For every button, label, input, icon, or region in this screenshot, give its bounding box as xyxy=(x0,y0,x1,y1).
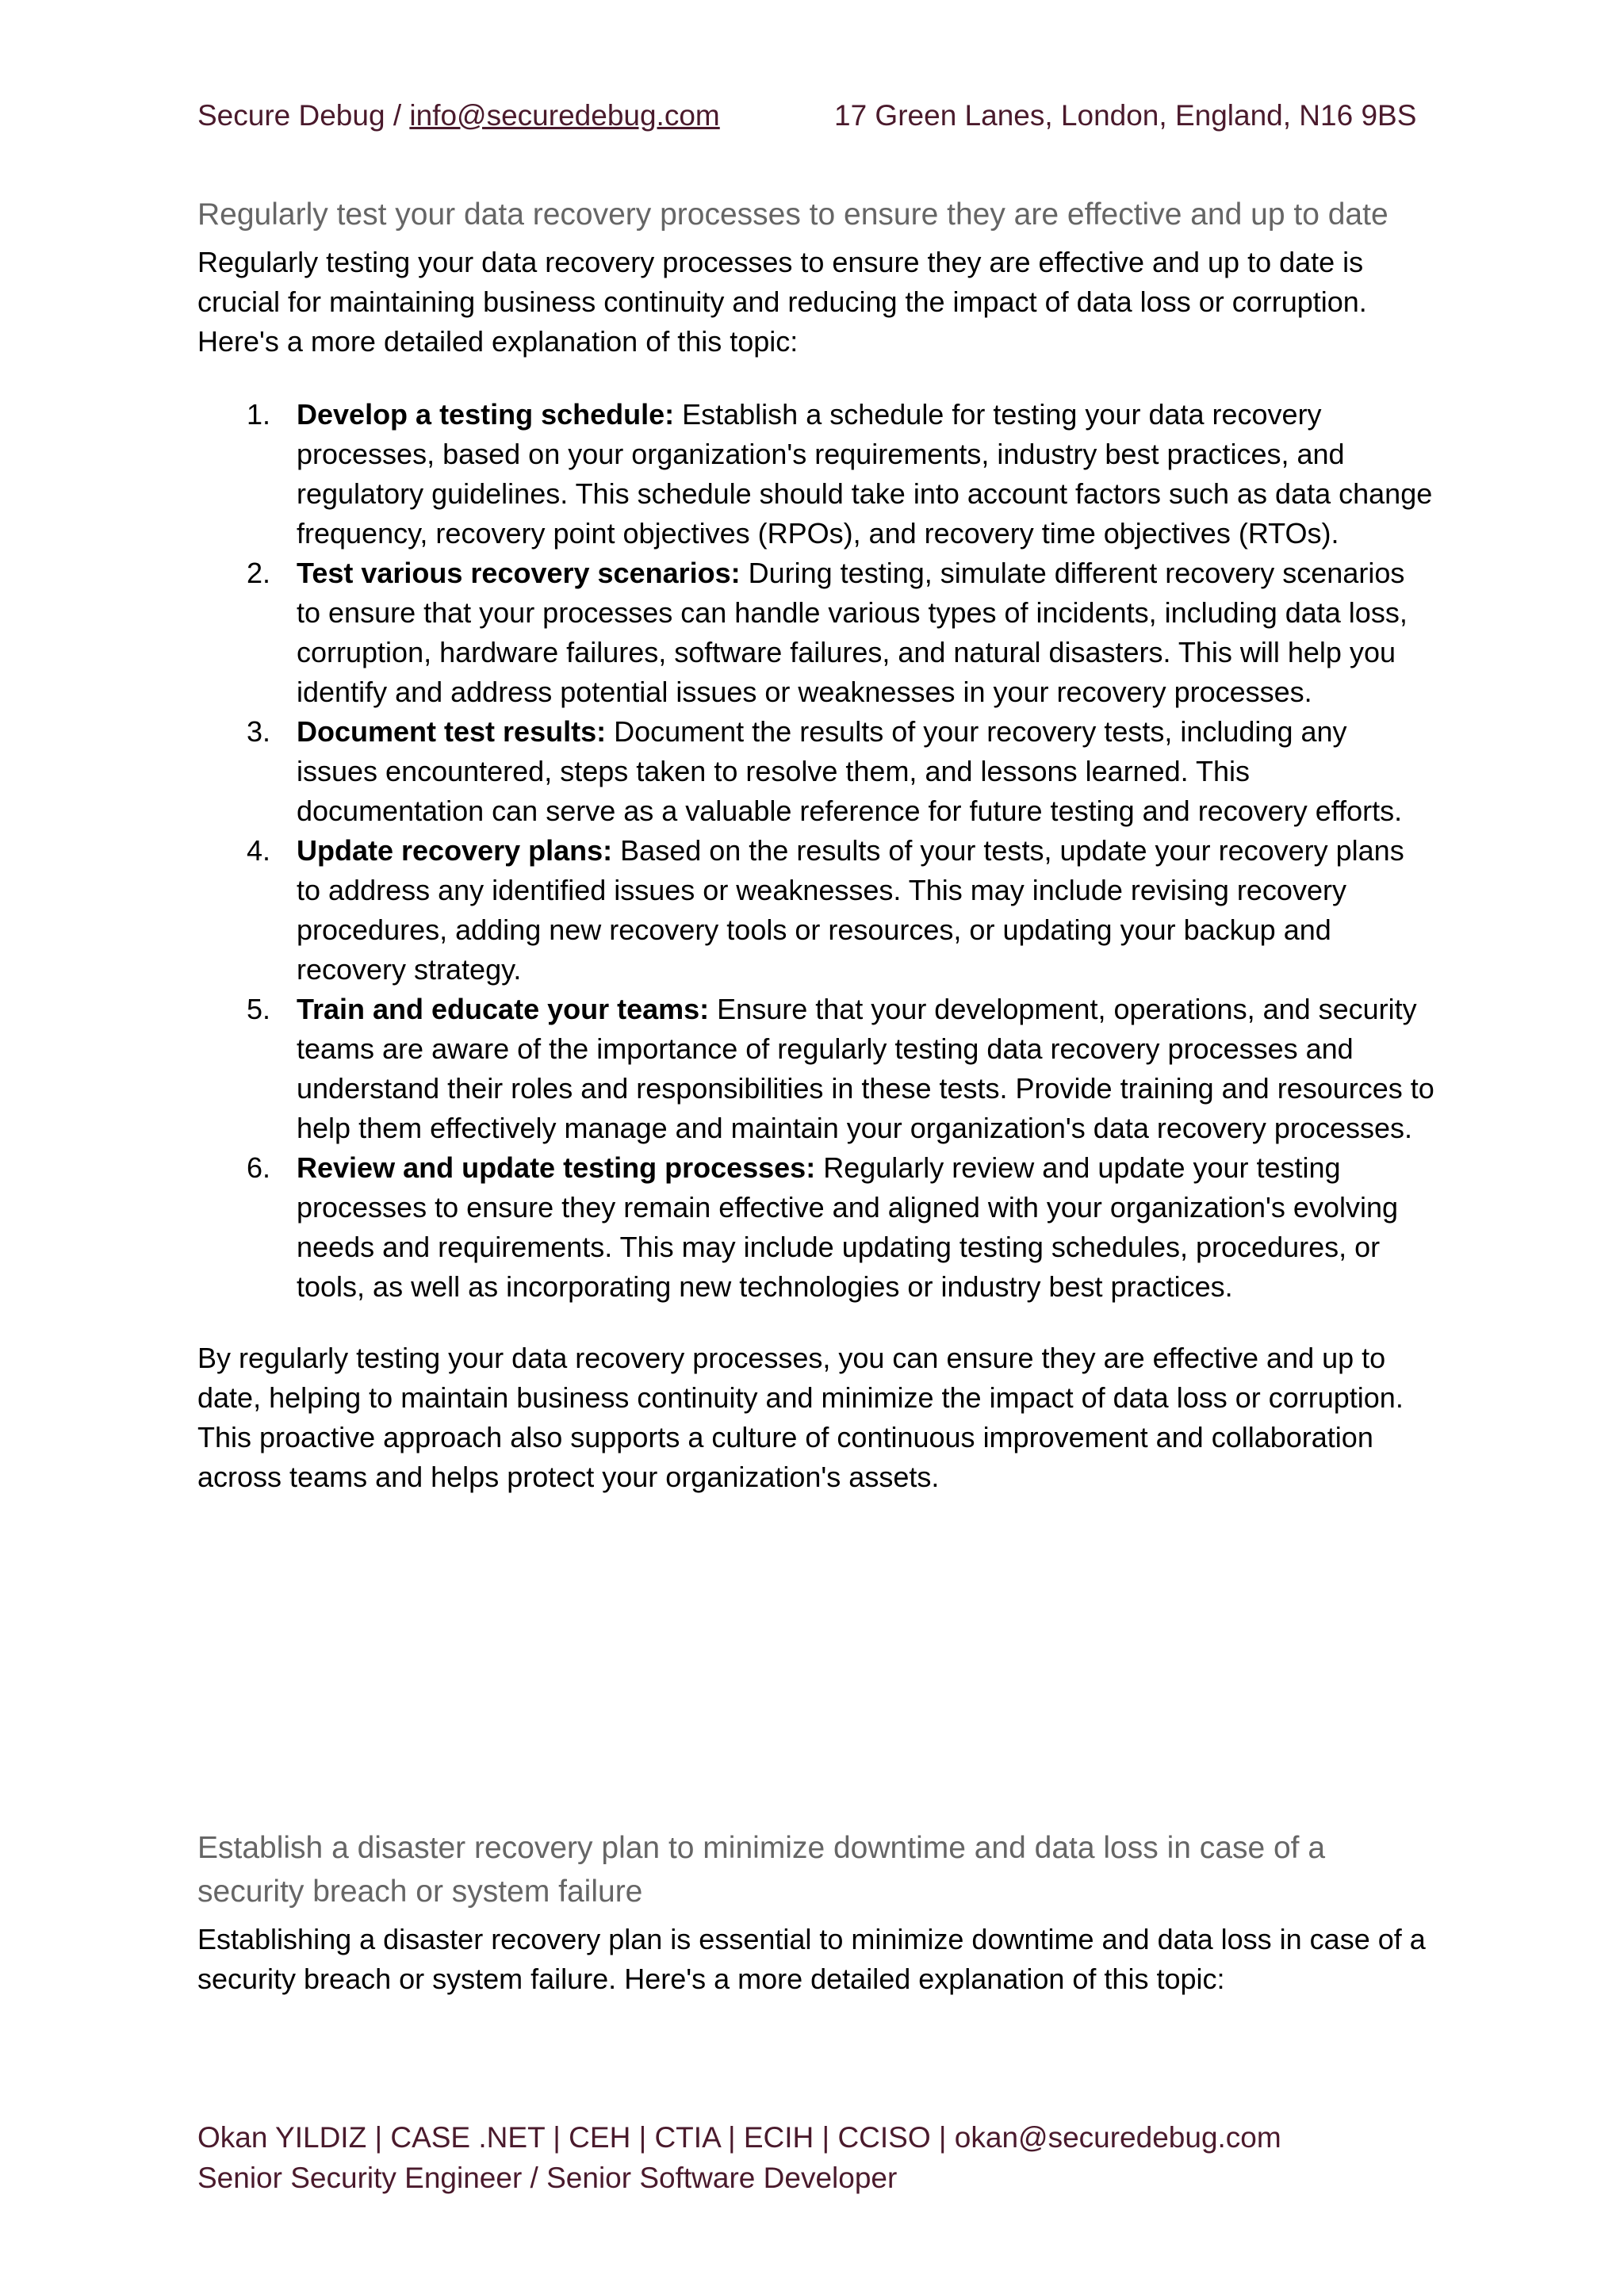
list-item-text: Document the results of your recovery tests, including any issues encountered, steps taken to resolve them, and lessons learned. This documentation can serve as a valuable reference for future testing and recovery efforts. xyxy=(297,715,1403,827)
list-item-text: Regularly review and update your testing processes to ensure they remain effective and aligned with your organization's evolving needs and requirements. This may include updating testing schedules, procedures, or tools, as well as incorporating new technologies or industry best practices. xyxy=(297,1151,1399,1303)
footer-role-line: Senior Security Engineer / Senior Software Developer xyxy=(197,2162,898,2194)
section-disaster-recovery xyxy=(197,1826,1434,1999)
section-heading: Establish a disaster recovery plan to minimize downtime and data loss in case of a security breach or system failure xyxy=(197,1831,1326,1909)
list-item-number: 3. xyxy=(247,715,271,748)
steps-list xyxy=(197,395,1434,1307)
list-item-number: 1. xyxy=(247,398,271,431)
section-intro: Establishing a disaster recovery plan is essential to minimize downtime and data loss in case of a security breach or system failure. Here's a more detailed explanation of this topic: xyxy=(197,1923,1426,1995)
header-address: 17 Green Lanes, London, England, N16 9BS xyxy=(834,99,1417,132)
header-company xyxy=(197,95,720,136)
list-item-text: During testing, simulate different recovery scenarios to ensure that your processes can handle various types of incidents, including data loss, corruption, hardware failures, software failures, and natural disasters. This will help you identify and address potential issues or weaknesses in your recovery processes. xyxy=(297,557,1408,708)
page-footer xyxy=(197,2117,1281,2198)
header-company-name: Secure Debug / xyxy=(197,99,410,132)
list-item-text: Ensure that your development, operations, and security teams are aware of the importance of regularly testing data recovery processes and understand their roles and responsibilities in these tests. Provide training and resources to help them effectively manage and maintain your organization's data recovery processes. xyxy=(297,993,1434,1144)
section-closing: By regularly testing your data recovery processes, you can ensure they are effective and up to date, helping to maintain business continuity and minimize the impact of data loss or corruption. This proactive approach also supports a culture of continuous improvement and collaboration across teams and helps protect your organization's assets. xyxy=(197,1342,1404,1493)
list-item-number: 6. xyxy=(247,1151,271,1184)
footer-author-line: Okan YILDIZ | CASE .NET | CEH | CTIA | ECIH | CCISO | okan@securedebug.com xyxy=(197,2121,1281,2154)
list-item xyxy=(197,553,1434,712)
section-test-recovery xyxy=(197,193,1434,1497)
list-item-number: 5. xyxy=(247,993,271,1025)
header-email-link[interactable]: info@securedebug.com xyxy=(409,99,720,132)
list-item xyxy=(197,990,1434,1148)
list-item-title: Update recovery plans: xyxy=(297,834,613,867)
section-intro: Regularly testing your data recovery processes to ensure they are effective and up to date is crucial for maintaining business continuity and reducing the impact of data loss or corruption. Here's a more detailed explanation of this topic: xyxy=(197,246,1367,358)
list-item xyxy=(197,1148,1434,1307)
list-item xyxy=(197,831,1434,990)
list-item-title: Train and educate your teams: xyxy=(297,993,710,1025)
list-item-title: Develop a testing schedule: xyxy=(297,398,675,431)
list-item-number: 4. xyxy=(247,834,271,867)
section-heading: Regularly test your data recovery processes to ensure they are effective and up to date xyxy=(197,197,1388,232)
list-item-text: Establish a schedule for testing your data recovery processes, based on your organization's requirements, industry best practices, and regulatory guidelines. This schedule should take into account factors such as data change frequency, recovery point objectives (RPOs), and recovery time objectives (RTOs). xyxy=(297,398,1433,550)
list-item-title: Document test results: xyxy=(297,715,607,748)
list-item-text: Based on the results of your tests, update your recovery plans to address any identified issues or weaknesses. This may include revising recovery procedures, adding new recovery tools or resources, or updating your backup and recovery strategy. xyxy=(297,834,1404,986)
list-item xyxy=(197,395,1434,553)
list-item-title: Review and update testing processes: xyxy=(297,1151,816,1184)
list-item-title: Test various recovery scenarios: xyxy=(297,557,741,589)
list-item xyxy=(197,712,1434,831)
list-item-number: 2. xyxy=(247,557,271,589)
